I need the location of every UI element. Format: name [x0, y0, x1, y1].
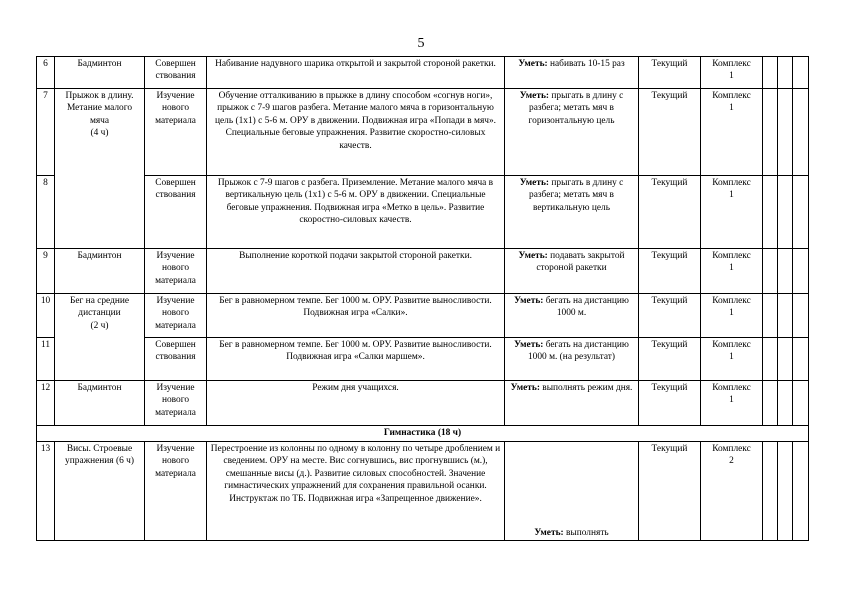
lesson-result — [505, 442, 639, 541]
result-label: Уметь: — [510, 383, 540, 393]
control-type: Текущий — [639, 294, 701, 338]
result-text: подавать закрытой стороной ракетки — [536, 251, 625, 274]
lesson-result — [505, 176, 639, 249]
exercise-complex: Комплекс 1 — [701, 249, 763, 294]
lesson-number: 7 — [37, 89, 55, 176]
empty-cell — [778, 338, 793, 381]
lesson-type: Изучение нового материала — [145, 442, 207, 541]
empty-cell — [763, 381, 778, 426]
exercise-complex: Комплекс 1 — [701, 57, 763, 89]
lesson-type: Совершен ствования — [145, 338, 207, 381]
table-row — [37, 57, 809, 89]
lesson-content: Бег в равномерном темпе. Бег 1000 м. ОРУ. Развитие выносливости. Подвижная игра «Салки маршем». — [207, 338, 505, 381]
empty-cell — [763, 89, 778, 176]
lesson-content: Обучение отталкиванию в прыжке в длину способом «согнув ноги», прыжок с 7-9 шагов разбега. Метание малого мяча в горизонтальную цель (1х1) с 5-6 м. ОРУ в движении. Подвижная игра «Попади в мяч». Специальные беговые упражнения. Развитие скоростно-силовых качеств. — [207, 89, 505, 176]
result-text: бегать на дистанцию 1000 м. (на результат) — [527, 340, 629, 363]
empty-cell — [793, 89, 809, 176]
lesson-type: Изучение нового материала — [145, 381, 207, 426]
lesson-theme: Бадминтон — [55, 57, 145, 89]
lesson-content: Режим дня учащихся. — [207, 381, 505, 426]
empty-cell — [793, 338, 809, 381]
empty-cell — [793, 294, 809, 338]
section-title: Гимнастика (18 ч) — [37, 426, 809, 442]
table-row — [37, 89, 809, 176]
lesson-result — [505, 249, 639, 294]
lesson-theme: Бадминтон — [55, 249, 145, 294]
result-text: выполнять — [563, 527, 609, 538]
control-type: Текущий — [639, 249, 701, 294]
lesson-number: 13 — [37, 442, 55, 541]
empty-cell — [763, 176, 778, 249]
control-type: Текущий — [639, 381, 701, 426]
exercise-complex: Комплекс 1 — [701, 381, 763, 426]
empty-cell — [793, 381, 809, 426]
table-row — [37, 176, 809, 249]
empty-cell — [763, 249, 778, 294]
exercise-complex: Комплекс 2 — [701, 442, 763, 541]
control-type: Текущий — [639, 442, 701, 541]
lesson-type: Изучение нового материала — [145, 89, 207, 176]
lesson-content: Прыжок с 7-9 шагов с разбега. Приземление. Метание малого мяча в вертикальную цель (1х1) с 5-6 м. ОРУ в движении. Специальные беговые упражнения. Подвижная игра «Метко в цель». Развитие скоростно-силовых качеств. — [207, 176, 505, 249]
lesson-plan-table — [36, 56, 809, 541]
lesson-number: 12 — [37, 381, 55, 426]
lesson-number: 9 — [37, 249, 55, 294]
table-row — [37, 381, 809, 426]
lesson-content: Бег в равномерном темпе. Бег 1000 м. ОРУ. Развитие выносливости. Подвижная игра «Салки». — [207, 294, 505, 338]
empty-cell — [778, 381, 793, 426]
result-text: прыгать в длину с разбега; метать мяч в вертикальную цель — [529, 178, 624, 213]
lesson-type: Изучение нового материала — [145, 249, 207, 294]
empty-cell — [793, 249, 809, 294]
empty-cell — [793, 442, 809, 541]
result-text: набивать 10-15 раз — [547, 59, 625, 69]
lesson-result — [505, 381, 639, 426]
result-label: Уметь: — [514, 296, 544, 306]
result-label: Уметь: — [518, 59, 548, 69]
result-label: Уметь: — [514, 340, 544, 350]
empty-cell — [763, 338, 778, 381]
result-label: Уметь: — [519, 178, 550, 188]
lesson-theme: Бег на средние дистанции (2 ч) — [55, 294, 145, 381]
lesson-number: 10 — [37, 294, 55, 338]
table-row — [37, 442, 809, 541]
empty-cell — [778, 294, 793, 338]
lesson-result — [505, 57, 639, 89]
lesson-theme: Прыжок в длину. Метание малого мяча (4 ч) — [55, 89, 145, 249]
lesson-type: Совершен ствования — [145, 176, 207, 249]
lesson-type: Изучение нового материала — [145, 294, 207, 338]
empty-cell — [763, 442, 778, 541]
empty-cell — [793, 176, 809, 249]
lesson-result — [505, 338, 639, 381]
control-type: Текущий — [639, 338, 701, 381]
empty-cell — [778, 57, 793, 89]
result-label: Уметь: — [518, 251, 548, 261]
result-text: выполнять режим дня. — [539, 383, 633, 393]
section-row — [37, 426, 809, 442]
page-number: 5 — [417, 36, 425, 51]
control-type: Текущий — [639, 57, 701, 89]
lesson-theme: Бадминтон — [55, 381, 145, 426]
empty-cell — [763, 294, 778, 338]
table-row — [37, 249, 809, 294]
lesson-content: Перестроение из колонны по одному в колонну по четыре дроблением и сведением. ОРУ на месте. Вис согнувшись, вис прогнувшись (м.), смешанные висы (д.). Развитие силовых способностей. Значение гимнастических упражнений для сохранения правильной осанки. Инструктаж по ТБ. Подвижная игра «Запрещенное движение». — [207, 442, 505, 541]
result-label: Уметь: — [519, 91, 550, 101]
empty-cell — [793, 57, 809, 89]
exercise-complex: Комплекс 1 — [701, 294, 763, 338]
empty-cell — [763, 57, 778, 89]
lesson-result — [505, 89, 639, 176]
empty-cell — [778, 442, 793, 541]
table-row — [37, 338, 809, 381]
lesson-number: 11 — [37, 338, 55, 381]
table-row — [37, 294, 809, 338]
lesson-number: 6 — [37, 57, 55, 89]
result-label: Уметь: — [534, 527, 564, 538]
result-text: прыгать в длину с разбега; метать мяч в горизонтальную цель — [528, 91, 624, 126]
lesson-content: Набивание надувного шарика открытой и закрытой стороной ракетки. — [207, 57, 505, 89]
exercise-complex: Комплекс 1 — [701, 89, 763, 176]
lesson-theme: Висы. Строевые упражнения (6 ч) — [55, 442, 145, 541]
empty-cell — [778, 176, 793, 249]
lesson-content: Выполнение короткой подачи закрытой стороной ракетки. — [207, 249, 505, 294]
exercise-complex: Комплекс 1 — [701, 338, 763, 381]
lesson-result — [505, 294, 639, 338]
lesson-number: 8 — [37, 176, 55, 249]
empty-cell — [778, 89, 793, 176]
empty-cell — [778, 249, 793, 294]
control-type: Текущий — [639, 89, 701, 176]
control-type: Текущий — [639, 176, 701, 249]
lesson-type: Совершен ствования — [145, 57, 207, 89]
exercise-complex: Комплекс 1 — [701, 176, 763, 249]
result-text: бегать на дистанцию 1000 м. — [543, 296, 629, 319]
